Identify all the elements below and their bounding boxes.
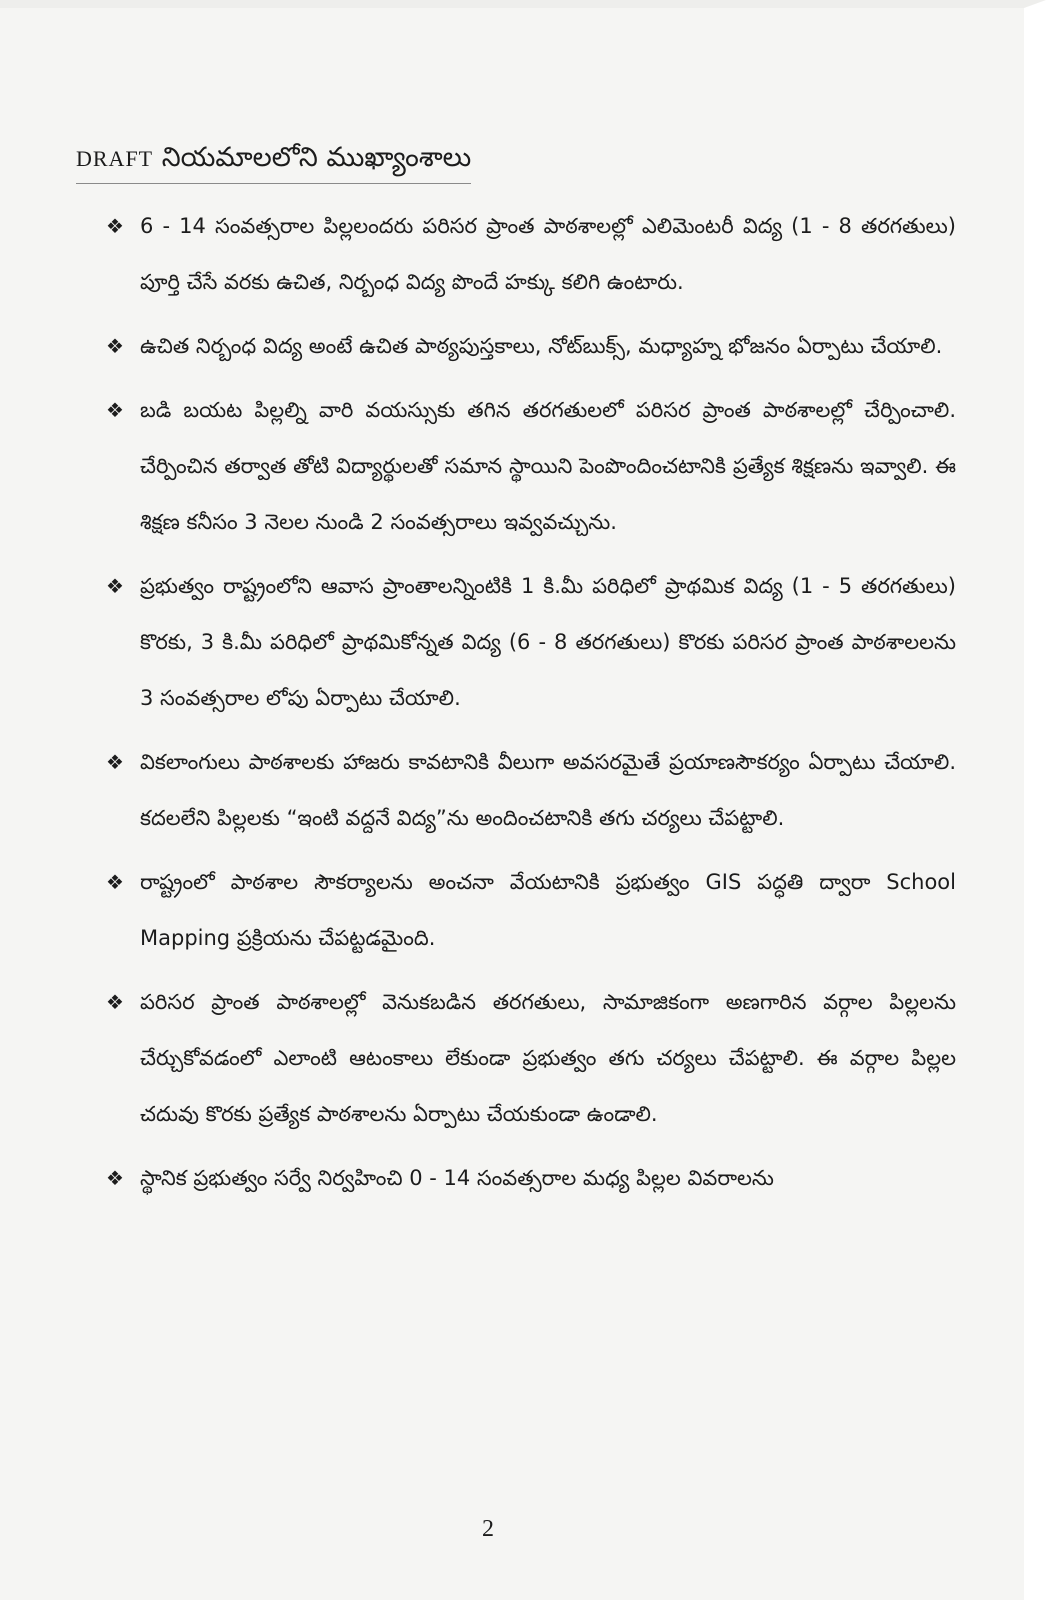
list-item (76, 558, 956, 726)
list-item-text: బడి బయట పిల్లల్ని వారి వయస్సుకు తగిన తరగతులలో పరిసర ప్రాంత పాఠశాలల్లో చేర్పించాలి. చేర్పించిన తర్వాత తోటి విద్యార్థులతో సమాన స్థాయిని పెంపొందించటానికి ప్రత్యేక శిక్షణను ఇవ్వాలి. ఈ శిక్షణ కనీసం 3 నెలల నుండి 2 సంవత్సరాలు ఇవ్వవచ్చును. (140, 398, 956, 534)
list-item-text: పరిసర ప్రాంత పాఠశాలల్లో వెనుకబడిన తరగతులు, సామాజికంగా అణగారిన వర్గాల పిల్లలను చేర్చుకోవడంలో ఎలాంటి ఆటంకాలు లేకుండా ప్రభుత్వం తగు చర్యలు చేపట్టాలి. ఈ వర్గాల పిల్లల చదువు కొరకు ప్రత్యేక పాఠశాలను ఏర్పాటు చేయకుండా ఉండాలి. (140, 990, 956, 1126)
page-number: 2 (482, 1516, 494, 1542)
heading-telugu-title: నియమాలలోని ముఖ్యాంశాలు (161, 142, 472, 173)
list-item-text: ప్రభుత్వం రాష్ట్రంలోని ఆవాస ప్రాంతాలన్నింటికి 1 కి.మీ పరిధిలో ప్రాథమిక విద్య (1 - 5 తరగతులు) కొరకు, 3 కి.మీ పరిధిలో ప్రాథమికోన్నత విద్య (6 - 8 తరగతులు) కొరకు పరిసర ప్రాంత పాఠశాలలను 3 సంవత్సరాల లోపు ఏర్పాటు చేయాలి. (140, 574, 956, 710)
list-item-text: ఉచిత నిర్బంధ విద్య అంటే ఉచిత పాఠ్యపుస్తకాలు, నోట్‌బుక్స్, మధ్యాహ్న భోజనం ఏర్పాటు చేయాలి. (140, 334, 943, 358)
diamond-four-dots-icon: ❖ (106, 870, 124, 894)
heading-draft-label: DRAFT (76, 146, 154, 171)
list-item (76, 854, 956, 966)
diamond-four-dots-icon: ❖ (106, 750, 124, 774)
diamond-four-dots-icon: ❖ (106, 990, 124, 1014)
list-item-text: వికలాంగులు పాఠశాలకు హాజరు కావటానికి వీలుగా అవసరమైతే ప్రయాణసౌకర్యం ఏర్పాటు చేయాలి. కదలలేని పిల్లలకు “ఇంటి వద్దనే విద్య”ను అందించటానికి తగు చర్యలు చేపట్టాలి. (140, 750, 956, 830)
bullet-list (76, 198, 956, 1206)
list-item (76, 198, 956, 310)
diamond-four-dots-icon: ❖ (106, 398, 124, 422)
list-item-text: స్థానిక ప్రభుత్వం సర్వే నిర్వహించి 0 - 14 సంవత్సరాల మధ్య పిల్లల వివరాలను (140, 1166, 774, 1190)
diamond-four-dots-icon: ❖ (106, 574, 124, 598)
list-item (76, 382, 956, 550)
diamond-four-dots-icon: ❖ (106, 334, 124, 358)
diamond-four-dots-icon: ❖ (106, 1166, 124, 1190)
section-heading (76, 138, 471, 184)
document-page (76, 138, 956, 1214)
list-item (76, 734, 956, 846)
diamond-four-dots-icon: ❖ (106, 214, 124, 238)
list-item (76, 1150, 956, 1206)
list-item (76, 318, 956, 374)
list-item-text: రాష్ట్రంలో పాఠశాల సౌకర్యాలను అంచనా వేయటానికి ప్రభుత్వం GIS పద్ధతి ద్వారా School Mapping ప్రక్రియను చేపట్టడమైంది. (140, 870, 956, 950)
list-item (76, 974, 956, 1142)
list-item-text: 6 - 14 సంవత్సరాల పిల్లలందరు పరిసర ప్రాంత పాఠశాలల్లో ఎలిమెంటరీ విద్య (1 - 8 తరగతులు) పూర్తి చేసే వరకు ఉచిత, నిర్బంధ విద్య పొందే హక్కు కలిగి ఉంటారు. (140, 214, 956, 294)
